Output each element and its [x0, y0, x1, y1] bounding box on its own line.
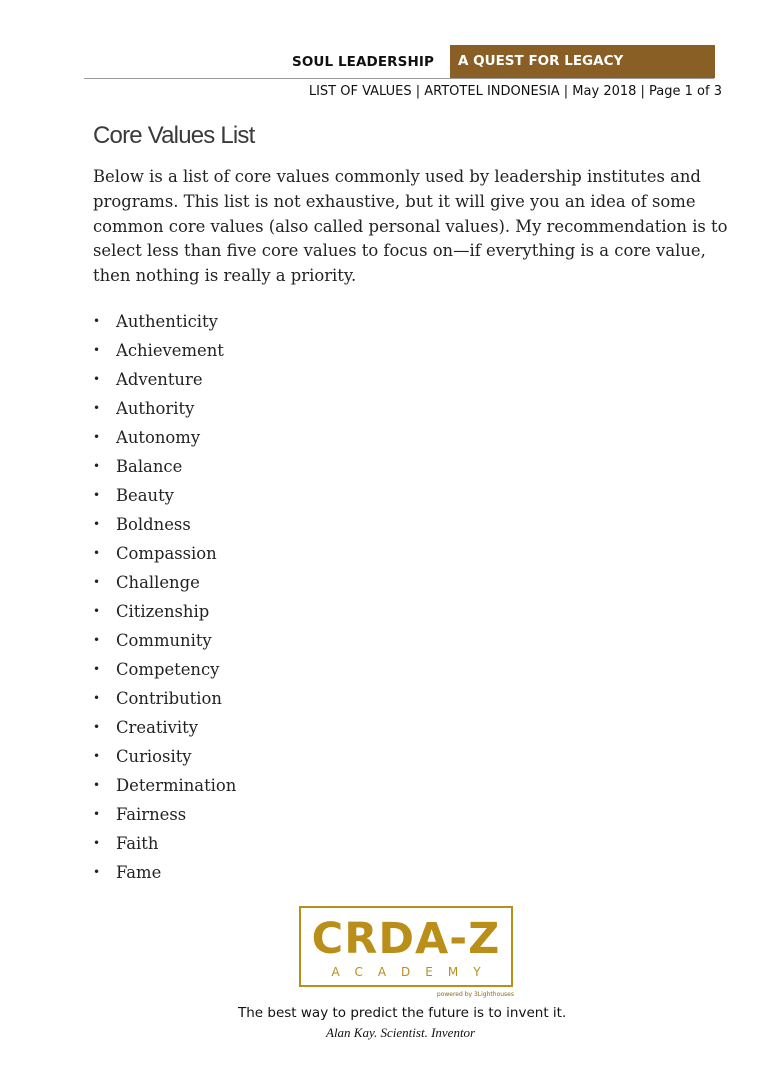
- bullet-icon: •: [93, 488, 101, 502]
- value-label: Adventure: [116, 370, 203, 389]
- document-meta-line: LIST OF VALUES | ARTOTEL INDONESIA | May 2018 | Page 1 of 3: [308, 84, 722, 99]
- bullet-icon: •: [93, 836, 101, 850]
- value-label: Compassion: [116, 544, 217, 563]
- value-label: Fame: [116, 863, 162, 882]
- bullet-icon: •: [93, 575, 101, 589]
- footer-quote: The best way to predict the future is to invent it.: [238, 1005, 567, 1021]
- bullet-icon: •: [93, 343, 101, 357]
- bullet-icon: •: [93, 372, 101, 386]
- list-item: [93, 336, 236, 365]
- list-item: [93, 684, 236, 713]
- value-label: Faith: [116, 834, 159, 853]
- bullet-icon: •: [93, 633, 101, 647]
- value-label: Citizenship: [116, 602, 210, 621]
- bullet-icon: •: [93, 604, 101, 618]
- list-item: [93, 452, 236, 481]
- value-label: Balance: [116, 457, 183, 476]
- bullet-icon: •: [93, 459, 101, 473]
- list-item: [93, 365, 236, 394]
- bullet-icon: •: [93, 517, 101, 531]
- value-label: Competency: [116, 660, 220, 679]
- logo-subtitle: ACADEMY: [331, 965, 496, 979]
- list-item: [93, 655, 236, 684]
- bullet-icon: •: [93, 691, 101, 705]
- powered-by-text: powered by 3Lighthouses: [436, 991, 514, 998]
- bullet-icon: •: [93, 546, 101, 560]
- value-label: Creativity: [116, 718, 199, 737]
- bullet-icon: •: [93, 720, 101, 734]
- bullet-icon: •: [93, 314, 101, 328]
- value-label: Fairness: [116, 805, 187, 824]
- bullet-icon: •: [93, 865, 101, 879]
- value-label: Achievement: [116, 341, 224, 360]
- brand-title: SOUL LEADERSHIP: [292, 54, 434, 70]
- list-item: [93, 597, 236, 626]
- list-item: [93, 423, 236, 452]
- bullet-icon: •: [93, 401, 101, 415]
- bullet-icon: •: [93, 807, 101, 821]
- value-label: Determination: [116, 776, 237, 795]
- bullet-icon: •: [93, 430, 101, 444]
- list-item: [93, 307, 236, 336]
- list-item: [93, 394, 236, 423]
- value-label: Curiosity: [116, 747, 192, 766]
- value-label: Boldness: [116, 515, 191, 534]
- value-label: Authenticity: [116, 312, 218, 331]
- value-label: Contribution: [116, 689, 222, 708]
- value-label: Challenge: [116, 573, 200, 592]
- value-label: Beauty: [116, 486, 174, 505]
- value-label: Autonomy: [116, 428, 201, 447]
- list-item: [93, 858, 236, 887]
- list-item: [93, 771, 236, 800]
- brand-tagline-banner: A QUEST FOR LEGACY: [450, 45, 715, 78]
- value-label: Community: [116, 631, 212, 650]
- value-label: Authority: [116, 399, 195, 418]
- list-item: [93, 742, 236, 771]
- bullet-icon: •: [93, 749, 101, 763]
- list-item: [93, 510, 236, 539]
- list-item: [93, 829, 236, 858]
- academy-logo: [299, 906, 513, 987]
- core-values-list: [93, 307, 236, 887]
- list-item: [93, 713, 236, 742]
- list-item: [93, 481, 236, 510]
- header-rule: [84, 78, 714, 79]
- list-item: [93, 626, 236, 655]
- quote-author: Alan Kay. Scientist. Inventor: [326, 1025, 476, 1040]
- page-title: Core Values List: [93, 122, 255, 149]
- bullet-icon: •: [93, 662, 101, 676]
- bullet-icon: •: [93, 778, 101, 792]
- list-item: [93, 568, 236, 597]
- intro-paragraph: Below is a list of core values commonly used by leadership institutes and programs. This list is not exhaustive, but it will give you an idea of some common core values (also called personal values). My recommendation is to select less than five core values to focus on—if everything is a core value, then nothing is really a priority.: [93, 167, 728, 286]
- list-item: [93, 539, 236, 568]
- list-item: [93, 800, 236, 829]
- logo-wordmark: CRDA-Z: [311, 914, 501, 964]
